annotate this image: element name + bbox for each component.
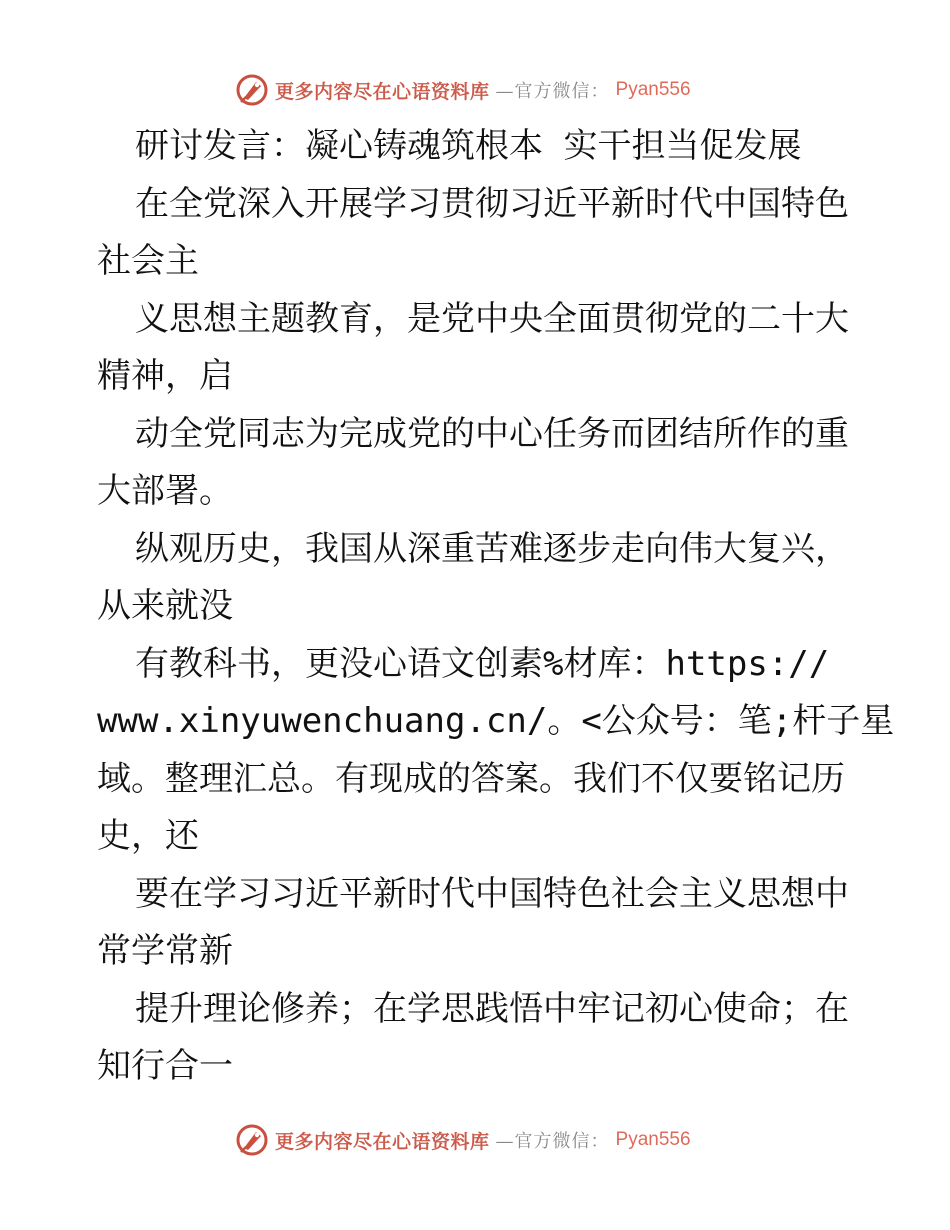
text-line: 在全党深入开展学习贯彻习近平新时代中国特色 [135, 183, 849, 224]
footer-watermark [235, 1122, 691, 1158]
watermark-wechat-id: Pyan556 [615, 79, 691, 100]
text-line: 要在学习习近平新时代中国特色社会主义思想中 [135, 873, 849, 914]
text-line: 有教科书，更没心语文创素%材库：https:// [135, 643, 830, 684]
pen-nib-logo-icon [235, 1123, 269, 1157]
header-watermark [235, 72, 691, 108]
document-body [97, 118, 895, 1096]
text-line: 史，还 [97, 816, 199, 856]
watermark-official-label: —官方微信： [495, 81, 610, 102]
text-line: 精神，启 [97, 356, 233, 396]
text-line: 大部署。 [97, 471, 233, 511]
document-title: 研讨发言：凝心铸魂筑根本 实干担当促发展 [135, 126, 802, 166]
watermark-brand: 更多内容尽在心语资料库 [275, 1130, 490, 1153]
text-line: 动全党同志为完成党的中心任务而团结所作的重 [135, 413, 849, 454]
text-line: 义思想主题教育，是党中央全面贯彻党的二十大 [135, 298, 849, 339]
watermark-brand: 更多内容尽在心语资料库 [275, 80, 490, 103]
text-line: 纵观历史，我国从深重苦难逐步走向伟大复兴， [135, 528, 849, 569]
text-line: 知行合一 [97, 1046, 233, 1086]
watermark-official-label: —官方微信： [495, 1131, 610, 1152]
text-line: 社会主 [97, 241, 199, 281]
pen-nib-logo-icon [235, 73, 269, 107]
text-line: 域。整理汇总。有现成的答案。我们不仅要铭记历 [97, 758, 845, 799]
text-line: 常学常新 [97, 931, 233, 971]
text-line: www.xinyuwenchuang.cn/。<公众号：笔;杆子星 [97, 701, 895, 741]
text-line: 从来就没 [97, 586, 233, 626]
text-line: 提升理论修养；在学思践悟中牢记初心使命；在 [135, 988, 849, 1029]
watermark-wechat-id: Pyan556 [615, 1129, 691, 1150]
